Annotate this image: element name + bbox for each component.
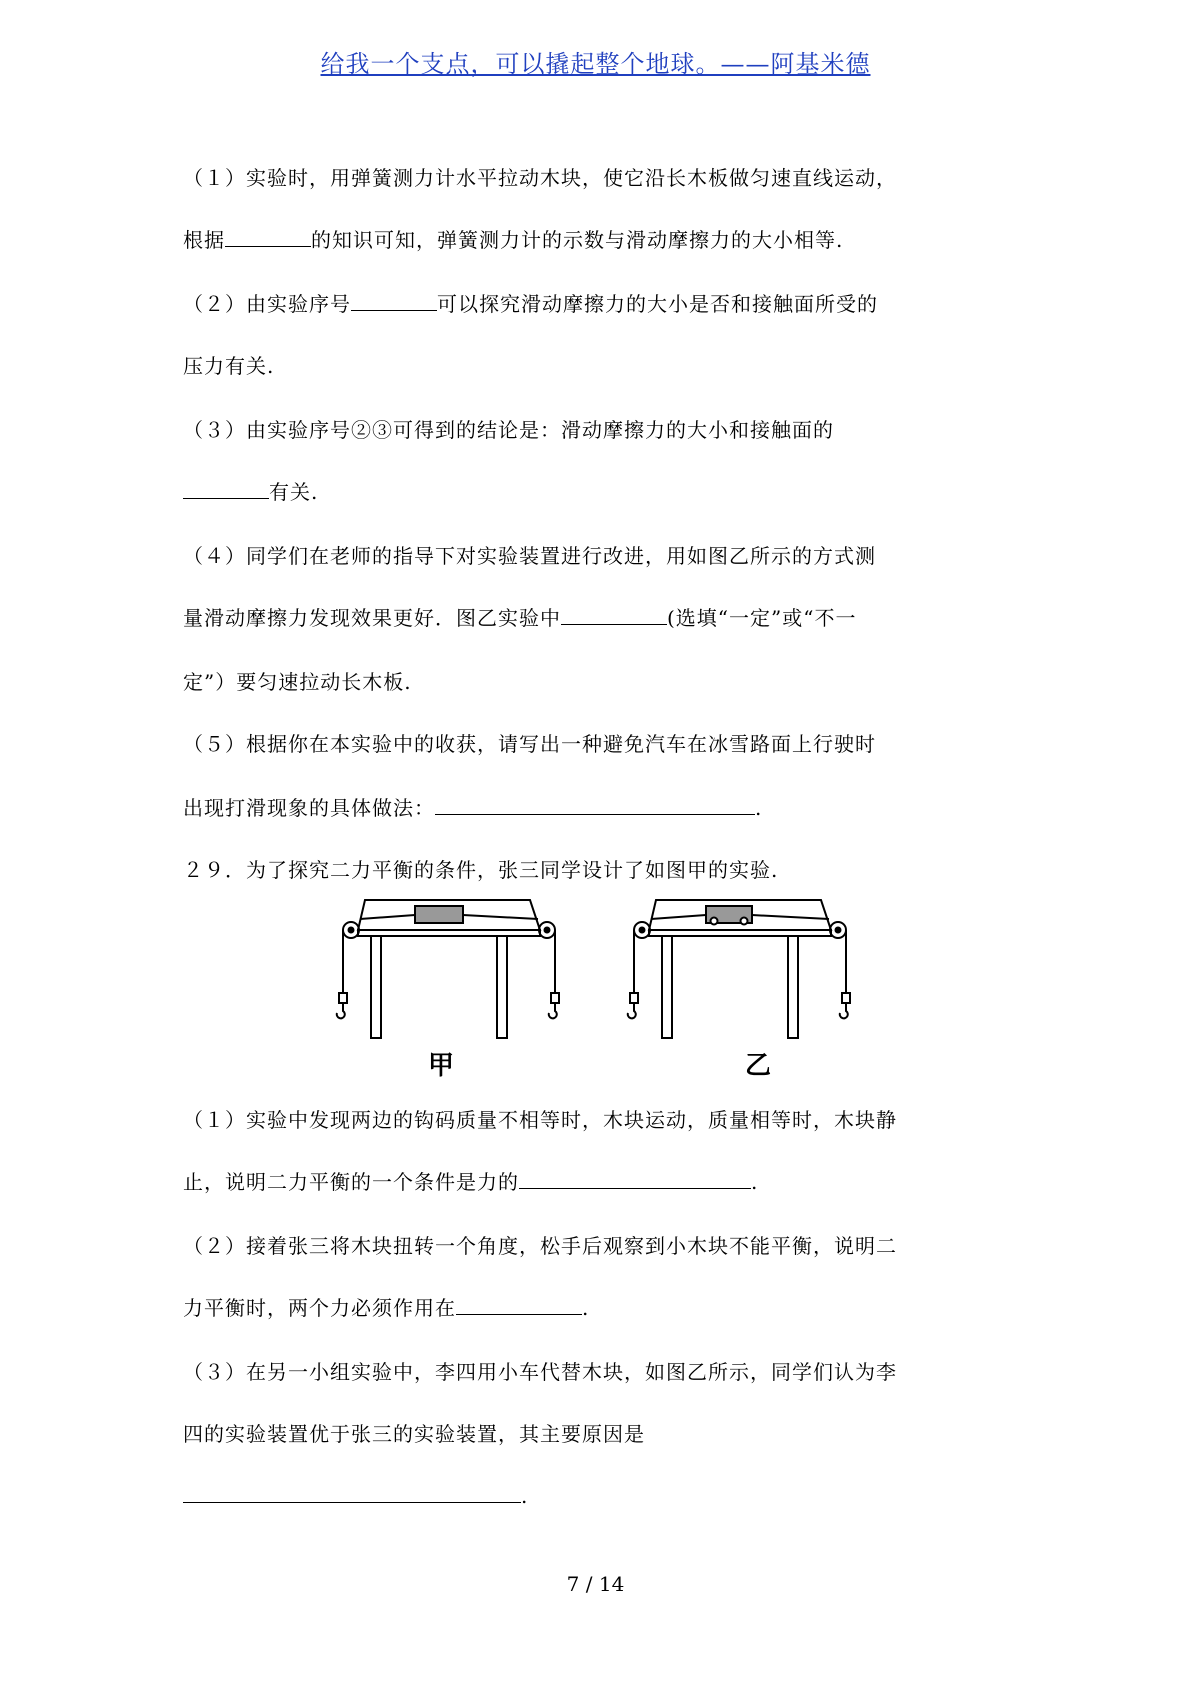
q28-part4-line1: （４）同学们在老师的指导下对实验装置进行改进，用如图乙所示的方式测 <box>183 544 876 568</box>
q28-part2-line1 <box>183 288 878 317</box>
q29-part3-line1: （３）在另一小组实验中，李四用小车代替木块，如图乙所示，同学们认为李 <box>183 1360 897 1384</box>
apparatus-jia <box>337 900 559 1038</box>
string <box>463 915 538 919</box>
hook-weight <box>339 993 347 1003</box>
hook-weight <box>551 993 559 1003</box>
q29-part1-prefix: 止，说明二力平衡的一个条件是力的 <box>183 1170 519 1194</box>
hook-weight <box>842 993 850 1003</box>
table-diagrams <box>320 895 880 1090</box>
q29-part3-line3 <box>183 1482 528 1508</box>
string <box>651 915 706 919</box>
q29-part2-prefix: 力平衡时，两个力必须作用在 <box>183 1296 456 1320</box>
q29-part1-line2 <box>183 1166 758 1195</box>
answer-blank[interactable] <box>435 794 755 815</box>
q28-part4-suffix: (选填“一定”或“不一 <box>667 606 857 630</box>
q28-part5-suffix: . <box>755 796 763 820</box>
hook-weight <box>630 993 638 1003</box>
table-leg-left-b <box>497 936 507 1038</box>
q28-part2-suffix: 可以探究滑动摩擦力的大小是否和接触面所受的 <box>437 292 878 316</box>
q28-part4-line3: 定”）要匀速拉动长木板. <box>183 670 412 694</box>
answer-blank[interactable] <box>456 1294 582 1315</box>
q28-part4-line2 <box>183 602 856 631</box>
q29-part3-suffix: . <box>521 1484 529 1508</box>
table-leg-right-b <box>788 936 798 1038</box>
q28-part4-prefix: 量滑动摩擦力发现效果更好．图乙实验中 <box>183 606 561 630</box>
q28-part1-suffix: 的知识可知，弹簧测力计的示数与滑动摩擦力的大小相等. <box>311 228 844 252</box>
hook <box>628 1003 636 1018</box>
q28-part3-line2 <box>183 476 318 505</box>
q29-part1-line1: （１）实验中发现两边的钩码质量不相等时，木块运动，质量相等时，木块静 <box>183 1108 897 1132</box>
table-edge-right <box>649 930 831 936</box>
answer-blank[interactable] <box>561 604 667 625</box>
q28-part3-suffix: 有关. <box>269 480 319 504</box>
answer-blank[interactable] <box>351 290 437 311</box>
q28-part5-line1: （５）根据你在本实验中的收获，请写出一种避免汽车在冰雪路面上行驶时 <box>183 732 876 756</box>
q29-part3-line2: 四的实验装置优于张三的实验装置，其主要原因是 <box>183 1422 645 1446</box>
balance-experiment-figure <box>320 895 880 1090</box>
hook <box>337 1003 345 1018</box>
q29-part2-line2 <box>183 1292 589 1321</box>
answer-blank[interactable] <box>519 1168 751 1189</box>
q28-part2-prefix: （２）由实验序号 <box>183 292 351 316</box>
wood-block <box>415 906 463 923</box>
q29-part1-suffix: . <box>751 1170 759 1194</box>
table-edge-left <box>358 930 540 936</box>
figure-label-yi: 乙 <box>745 1051 772 1081</box>
apparatus-yi <box>628 900 850 1038</box>
table-leg-right-a <box>662 936 672 1038</box>
figure-label-jia: 甲 <box>428 1051 455 1081</box>
table-leg-left-a <box>371 936 381 1038</box>
cart-wheel <box>711 918 718 925</box>
string <box>360 915 415 919</box>
q28-part1-line1: （１）实验时，用弹簧测力计水平拉动木块，使它沿长木板做匀速直线运动， <box>183 166 897 190</box>
q28-part2-line2: 压力有关. <box>183 354 275 378</box>
cart-wheel <box>741 918 748 925</box>
q28-part3-line1: （３）由实验序号②③可得到的结论是：滑动摩擦力的大小和接触面的 <box>183 418 834 442</box>
q29-intro: ２９．为了探究二力平衡的条件，张三同学设计了如图甲的实验. <box>183 858 779 882</box>
q29-part2-suffix: . <box>582 1296 590 1320</box>
q28-part1-line2 <box>183 224 843 253</box>
answer-blank[interactable] <box>183 1482 521 1503</box>
string <box>752 915 829 919</box>
q28-part5-line2 <box>183 792 762 821</box>
q28-part5-prefix: 出现打滑现象的具体做法： <box>183 796 435 820</box>
q28-part1-prefix: 根据 <box>183 228 225 252</box>
hook <box>549 1003 557 1018</box>
header-quote[interactable]: 给我一个支点，可以撬起整个地球。——阿基米德 <box>320 50 871 78</box>
page-number: 7 / 14 <box>566 1572 625 1596</box>
answer-blank[interactable] <box>225 226 311 247</box>
answer-blank[interactable] <box>183 478 269 499</box>
hook <box>840 1003 848 1018</box>
q29-part2-line1: （２）接着张三将木块扭转一个角度，松手后观察到小木块不能平衡，说明二 <box>183 1234 897 1258</box>
